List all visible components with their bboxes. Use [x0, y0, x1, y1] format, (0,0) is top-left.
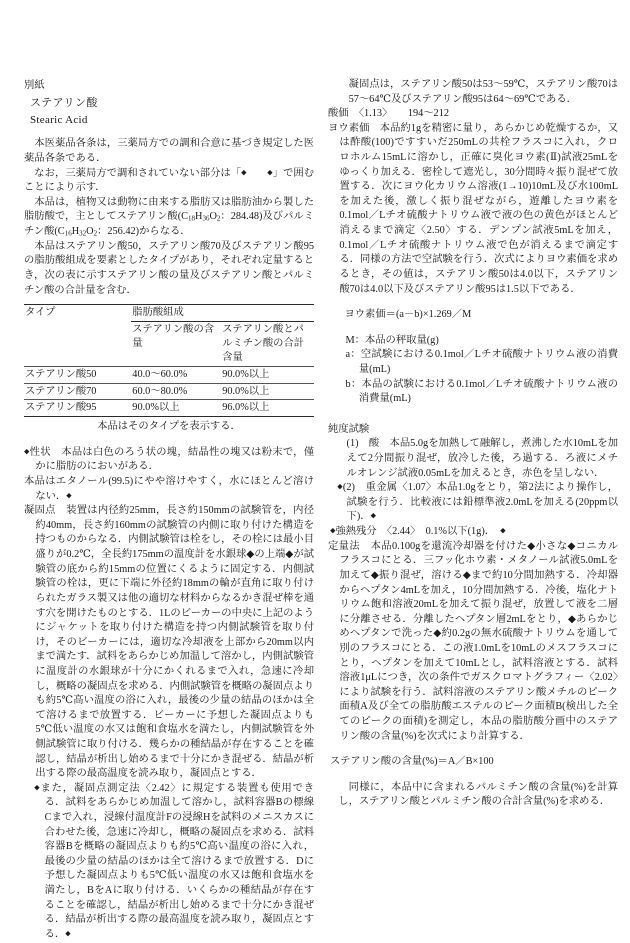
residue-value: 0.1%以下(1g)． — [425, 526, 490, 538]
diamond-marker-end-icon: ◆ — [65, 929, 71, 938]
cell-type: ステアリン酸95 — [24, 400, 131, 417]
intro-p3-head: 本品は，植物又は動物に由来する脂肪又は脂肪油から製した脂肪酸で，主としてステアリン酸(C — [24, 196, 314, 223]
purity-item-2-wrap — [328, 481, 618, 525]
intro-paragraph-2 — [24, 167, 314, 196]
spacer — [328, 744, 618, 755]
assay-formula: ステアリン酸の含量(%)＝A／B×100 — [330, 756, 494, 768]
table-header-row-1 — [24, 305, 314, 322]
header-type-blank — [24, 322, 131, 367]
formula-sub-6: 2 — [93, 229, 98, 238]
properties-body-2: 本品はエタノール(99.5)にやや溶けやすく，水にほとんど溶けない． — [24, 476, 314, 502]
section-properties — [24, 446, 314, 475]
properties-body-2-wrap — [24, 475, 314, 504]
formula-sub-2: 36 — [202, 215, 210, 224]
diamond-marker-close-icon: ◆ — [267, 168, 273, 177]
diamond-marker-open-icon: ◆ — [241, 168, 247, 177]
fatty-acid-composition-table — [24, 304, 314, 417]
table-row — [24, 366, 314, 383]
section-assay — [328, 540, 618, 745]
section-iodine-value — [328, 122, 618, 297]
section-congealing-point — [24, 504, 314, 782]
acid-value-label: 酸価 — [328, 108, 349, 120]
cell-total: 90.0%以上 — [221, 366, 314, 383]
congealing-label: 凝固点 — [24, 505, 56, 517]
left-column — [24, 78, 314, 943]
iodine-def-M: M：本品の秤取量(g) — [345, 334, 439, 346]
header-total-content: ステアリン酸とパルミチン酸の合計含量 — [221, 322, 314, 367]
cell-stearic: 40.0〜60.0% — [131, 366, 221, 383]
cell-stearic: 60.0〜80.0% — [131, 383, 221, 400]
spacer — [24, 435, 314, 446]
cell-type: ステアリン酸50 — [24, 366, 131, 383]
fatty-acid-table-wrapper — [24, 304, 314, 435]
intro-paragraph-4: 本品はステアリン酸50，ステアリン酸70及びステアリン酸95の脂肪酸組成を要素としたタイプがあり，それぞれ定量するとき，次の表に示すステアリン酸の量及びステアリン酸とパルミチン酸の合計量を含む． — [24, 240, 314, 296]
iodine-def-b: b：本品の試験における0.1mol／Lチオ硫酸ナトリウム液の消費量(mL) — [345, 378, 618, 405]
formula-mid-4: H — [71, 226, 80, 238]
assay-label: 定量法 — [328, 540, 360, 552]
iodine-value-label: ヨウ素価 — [328, 122, 370, 134]
two-column-layout — [24, 78, 619, 943]
header-composition: 脂肪酸組成 — [131, 305, 314, 322]
cell-total: 96.0%以上 — [221, 400, 314, 417]
iodine-def-a: a：空試験における0.1mol／Lチオ硫酸ナトリウム液の消費量(mL) — [345, 349, 618, 375]
section-purity-label: 純度試験 — [328, 423, 370, 435]
diamond-marker-icon: ◆ — [330, 526, 336, 535]
formula-sub-3: 2 — [216, 215, 221, 224]
diamond-marker-end-icon: ◆ — [370, 511, 376, 520]
formula-sub-1: 18 — [188, 215, 196, 224]
header-stearic-content: ステアリン酸の含量 — [131, 322, 221, 367]
iodine-value-body: 本品約1gを精密に量り，あらかじめ乾燥するか，又は酢酸(100)ですすいだ250mLの共栓フラスコに入れ，クロロホルム15mLに溶かし，正確に臭化ヨウ素(Ⅱ)試液25mLをゆっくり加える．密栓して遮光し，30分間時々振り混ぜて放置する．次にヨウ化カリウム溶液(1→10)10mL及び水100mLを加えた後，激しく振り混ぜながら，遊離したヨウ素を0.1mol／Lチオ硫酸ナトリウム液で液の色の黄色がほとんど消えるまで滴定〈2.50〉する．デンプン試液5mLを加え，0.1mol／Lチオ硫酸ナトリウム液で色が消えるまで滴定する．同様の方法で空試験を行う．次式によりヨウ素価を求めるとき，その値は，ステアリン酸50は4.0以下，ステアリン酸70は4.0以下及びステアリン酸95は1.5以下である． — [339, 122, 618, 295]
purity-item-2: (2) 重金属〈1.07〉本品1.0gをとり，第2法により操作し，試験を行う．比較液には鉛標準液2.0mLを加える(20ppm以下)． — [342, 482, 618, 523]
properties-label: 性状 — [29, 446, 51, 458]
congealing-body: 装置は内径約25mm，長さ約150mmの試験管を，内径約40mm，長さ約160mmの試験管の内側に取り付けた構造を持つものからなる．内側試験管は栓をし，その栓には最小目盛りが0.2℃，全長約175mmの温度計を水銀球◆の上端◆が試験管の底から約15mmの位置にくるように固定する．内側試験管の栓は，更に下端に外径約18mmの輪が直角に取り付けられたガラス製又は他の適切な材料からなるかき混ぜ棒を通す穴を開けたものとする．1Lのビーカーの中央に上記のようにジャケットを取り付けた構造を持つ内側試験管を取り付け，そのビーカーには，適切な冷却液を上部から20mm以内まで満たす．試料をあらかじめ加温して溶かし，内側試験管に温度計の水銀球が十分にかくれるまで入れ，急速に冷却し，概略の凝固点を求める．内側試験管を概略の凝固点よりも約5℃高い温度の浴に入れ，最後の少量の結晶のほかは全て溶けるまで放置する．ビーカーに予想した凝固点よりも5℃低い温度の水又は飽和食塩水を満たし，内側試験管を外側試験管に取り付ける．幾らかの種結晶が存在することを確認し，結晶が析出し始めるまで十分にかき混ぜる．結晶が析出する際の最高温度を読み取り，凝固点とする． — [35, 505, 315, 780]
formula-sub-4: 16 — [64, 229, 72, 238]
acid-value-ref: 〈1.13〉 — [358, 108, 388, 120]
intro-p2-b: 」で囲むことにより示す． — [24, 167, 315, 194]
iodine-value-formula: ヨウ素価＝(a－b)×1.269／M — [344, 309, 472, 321]
section-acid-value — [328, 107, 618, 122]
intro-paragraph-1: 本医薬品各条は，三薬局方での調和合意に基づき規定した医薬品各条である． — [24, 138, 314, 165]
page-title-en: Stearic Acid — [30, 113, 88, 126]
residue-ref: 〈2.44〉 — [386, 526, 416, 538]
section-residue-on-ignition — [328, 525, 618, 540]
intro-paragraph-3 — [24, 196, 314, 240]
formula-mid-2: O — [209, 211, 217, 223]
formula-mid-1: H — [195, 211, 203, 223]
assay-body: 本品0.100gを還流冷却器を付けた◆小さな◆コニカルフラスコにとる．三フッ化ホウ素・メタノール試液5.0mLを加えて◆振り混ぜ，溶ける◆まで約10分間加熱する．冷却器からヘプタン4mLを加え，10分間加熱する．冷後，塩化ナトリウム飽和溶液20mLを加えて振り混ぜ，放置して液を二層に分離させる．分離したヘプタン層2mLをとり，◆あらかじめヘプタンで洗った◆約0.2gの無水硫酸ナトリウムを通して別のフラスコにとる．この液1.0mLを10mLのメスフラスコにとり，ヘプタンを加えて10mLとし，試料溶液とする．試料溶液1μLにつき，次の条件でガスクロマトグラフィー〈2.02〉により試験を行う．試料溶液のステアリン酸メチルのピーク面積A及び全ての脂肪酸エステルのピーク面積B(検出した全てのピークの面積)を測定し，本品の脂肪酸分画中のステアリン酸の含量(%)を次式により計算する． — [339, 540, 619, 742]
spacer — [328, 323, 618, 334]
diamond-marker-icon: ◆ — [337, 482, 343, 491]
residue-label: 強熱残分 — [335, 526, 377, 538]
formula-mid-5: O — [86, 226, 94, 238]
spacer — [328, 770, 618, 781]
formula-tail: ：256.42)からなる． — [97, 226, 191, 238]
table-note: 本品はそのタイプを表示する． — [97, 421, 241, 433]
diamond-marker-icon: ◆ — [24, 447, 30, 456]
table-row — [24, 383, 314, 400]
page-title-jp: ステアリン酸 — [30, 97, 98, 110]
right-column — [328, 78, 618, 810]
congealing-result: 凝固点は，ステアリン酸50は53〜59℃，ステアリン酸70は57〜64℃及びステアリン酸95は64〜69℃である． — [348, 79, 618, 105]
spacer — [328, 297, 618, 308]
acid-value-number: 194〜212 — [407, 108, 449, 120]
purity-item-1: (1) 酸 本品5.0gを加熱して融解し，煮沸した水10mLを加えて2分間振り混ぜ，放冷した後，ろ過する．ろ液にメチルオレンジ試液0.05mLを加えるとき，赤色を呈しない． — [346, 438, 618, 479]
table-header-row-2 — [24, 322, 314, 367]
diamond-marker-end-icon: ◆ — [66, 491, 72, 500]
properties-body-1: 本品は白色のろう状の塊，結晶性の塊又は粉末で，僅かに脂肪のにおいがある． — [35, 446, 315, 473]
congealing-body-2: また，凝固点測定法〈2.42〉に規定する装置も使用できる．試料をあらかじめ加温して溶かし，試料容器Bの標線Cまで入れ，浸線付温度計Fの浸線Hを試料のメニスカスに合わせた後，急速に冷却し，概略の凝固点を求める．試料容器Bを概略の凝固点よりも約5℃高い温度の浴に入れ，最後の少量の結晶のほかは全て溶けるまで放置する．Dに予想した凝固点よりも5℃低い温度の水又は飽和食塩水を満たし，BをAに取り付ける．いくらかの種結晶が存在することを確認し，結晶が析出し始めるまで十分にかき混ぜる．結晶が析出する際の最高温度を読み取り，凝固点とする． — [40, 782, 314, 940]
header-type: タイプ — [24, 305, 131, 322]
formula-sub-5: 32 — [79, 229, 87, 238]
diamond-marker-icon: ◆ — [34, 783, 41, 792]
assay-closing: 同様に，本品中に含まれるパルミチン酸の含量(%)を計算し，ステアリン酸とパルミチン酸の合計含量(%)を求める． — [338, 781, 618, 808]
congealing-body-2-wrap — [24, 782, 314, 943]
document-label: 別紙 — [24, 80, 45, 91]
table-row — [24, 400, 314, 417]
cell-stearic: 90.0%以上 — [131, 400, 221, 417]
formula-mid-3: ：284.48)及びパルミチン酸(C — [24, 211, 314, 238]
cell-total: 90.0%以上 — [221, 383, 314, 400]
spacer — [328, 407, 618, 423]
intro-p2-a: なお，三薬局方で調和されていない部分は「 — [34, 167, 242, 179]
diamond-marker-end-icon: ◆ — [500, 526, 506, 535]
cell-type: ステアリン酸70 — [24, 383, 131, 400]
